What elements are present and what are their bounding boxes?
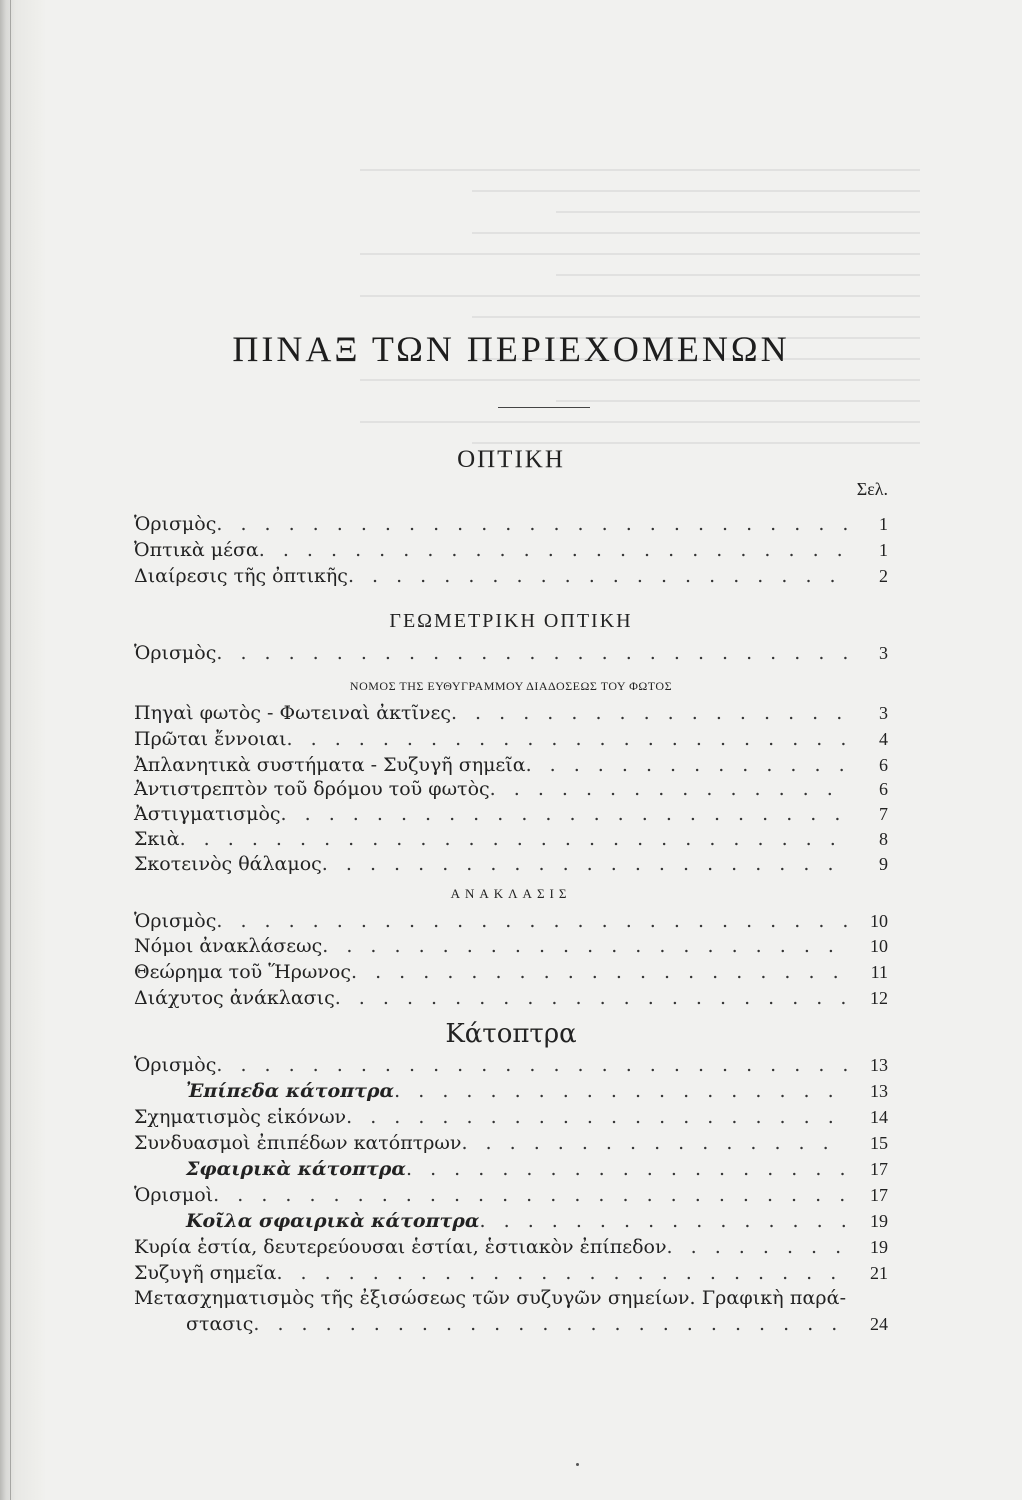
- section-heading-geometric: ΓΕΩΜΕΤΡΙΚΗ ΟΠΤΙΚΗ: [389, 610, 633, 632]
- toc-entry: Σκοτεινὸς θάλαμος . . . 9: [134, 851, 888, 877]
- toc-subheading-entry: Ἐπίπεδα κάτοπτρα . . . 13: [134, 1078, 888, 1104]
- toc-entry: Ὁρισμοὶ . . . 17: [134, 1182, 888, 1208]
- toc-entry: Συζυγῆ σημεῖα . . . 21: [134, 1260, 888, 1286]
- toc-entry: Διαίρεσις τῆς ὀπτικῆς . . . 2: [134, 563, 888, 589]
- toc-entry: Διάχυτος ἀνάκλασις . . . 12: [134, 985, 888, 1011]
- toc-entry: Ἀστιγματισμὸς . . . 7: [134, 801, 888, 827]
- toc-entry: Ὁρισμὸς . . . 13: [134, 1052, 888, 1078]
- toc-entry: Ὀπτικὰ μέσα . . . 1: [134, 537, 888, 563]
- toc-entry-wrapped-line: Μετασχηματισμὸς τῆς ἐξισώσεως τῶν συζυγῶν σημείων. Γραφικὴ παρά-: [134, 1287, 847, 1309]
- toc-entry: Πηγαὶ φωτὸς - Φωτειναὶ ἀκτῖνες . . . 3: [134, 700, 888, 726]
- book-binding-shadow: [0, 0, 46, 1500]
- toc-entry: Ὁρισμὸς . . . 3: [134, 640, 888, 666]
- toc-entry: Σκιὰ . . . 8: [134, 826, 888, 852]
- toc-entry: Θεώρημα τοῦ Ἥρωνος . . . 11: [134, 959, 888, 985]
- page-title: ΠΙΝΑΞ ΤΩΝ ΠΕΡΙΕΧΟΜΕΝΩΝ: [232, 329, 790, 369]
- toc-entry: Ὁρισμὸς . . . 1: [134, 511, 888, 537]
- toc-subheading-entry: Κοῖλα σφαιρικὰ κάτοπτρα . . . 19: [134, 1208, 888, 1234]
- binding-edge: [10, 0, 11, 1500]
- toc-entry-continuation: στασις . . . 24: [186, 1311, 888, 1337]
- toc-entry: Νόμοι ἀνακλάσεως . . . 10: [134, 933, 888, 959]
- part-title: ΟΠΤΙΚΗ: [457, 446, 565, 473]
- toc-entry: Ἀντιστρεπτὸν τοῦ δρόμου τοῦ φωτὸς . . . 6: [134, 776, 888, 802]
- title-rule: [498, 407, 590, 408]
- toc-subheading-entry: Σφαιρικὰ κάτοπτρα . . . 17: [134, 1156, 888, 1182]
- section-heading-law: ΝΟΜΟΣ ΤΗΣ ΕΥΘΥΓΡΑΜΜΟΥ ΔΙΑΔΟΣΕΩΣ ΤΟΥ ΦΩΤΟΣ: [349, 679, 673, 693]
- section-heading-reflection: ΑΝΑΚΛΑΣΙΣ: [450, 886, 572, 901]
- page-column-label: Σελ.: [856, 479, 888, 499]
- toc-entry: Πρῶται ἔννοιαι . . . 4: [134, 726, 888, 752]
- show-through-text: [360, 150, 920, 480]
- toc-entry: Ἀπλανητικὰ συστήματα - Συζυγῆ σημεῖα . . . 6: [134, 752, 888, 778]
- paper-speck: [576, 1463, 579, 1466]
- toc-entry: Σχηματισμὸς εἰκόνων . . . 14: [134, 1104, 888, 1130]
- toc-entry: Ὁρισμὸς . . . 10: [134, 908, 888, 934]
- toc-entry: Κυρία ἑστία, δευτερεύουσαι ἑστίαι, ἑστιακὸν ἐπίπεδον . . . 19: [134, 1234, 888, 1260]
- section-heading-mirrors: Κάτοπτρα: [445, 1019, 577, 1049]
- toc-entry: Συνδυασμοὶ ἐπιπέδων κατόπτρων . . . 15: [134, 1130, 888, 1156]
